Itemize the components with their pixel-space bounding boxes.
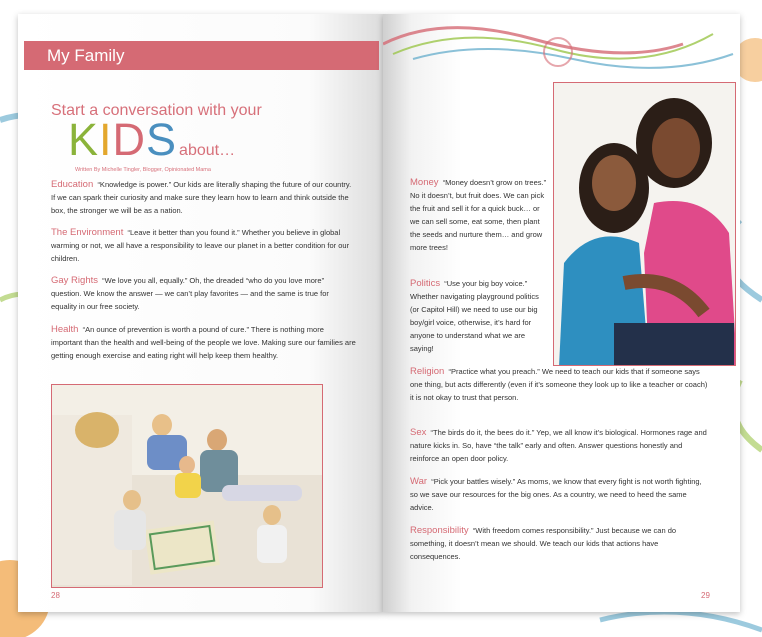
topic-sex xyxy=(410,426,710,465)
topic-keyword: Money xyxy=(410,177,439,188)
topic-text: “Leave it better than you found it.” Whether you believe in global warming or not, we all have a responsibility to leave our planet in a better condition for our children. xyxy=(51,228,350,263)
topic-text: “An ounce of prevention is worth a pound of cure.” There is nothing more important than the health and well-being of the people we love. Making sure our families are getting enough exercise and eating right will help keep them healthy. xyxy=(51,325,356,360)
topic-education xyxy=(51,178,356,217)
section-title-bar: My Family xyxy=(24,41,379,70)
mother-daughter-illustration xyxy=(554,83,736,366)
topic-politics xyxy=(410,277,550,355)
page-number: 28 xyxy=(51,591,60,600)
topic-text: “We love you all, equally.” Oh, the dreaded “who do you love more” question. We know the answer — we can’t play favorites — and the same is true for equality in our free society. xyxy=(51,276,329,311)
topic-keyword: War xyxy=(410,476,428,487)
topic-text: “Pick your battles wisely.” As moms, we know that every fight is not worth fighting, so we save our resources for the big ones. As a country, we need to heed the same advice. xyxy=(410,477,702,512)
topic-keyword: The Environment xyxy=(51,227,124,238)
topic-religion xyxy=(410,365,710,404)
topic-text: “With freedom comes responsibility.” Just because we can do something, it doesn’t mean we should. We teach our kids that actions have consequences. xyxy=(410,526,677,561)
swirl-decoration xyxy=(383,14,740,84)
topic-responsibility xyxy=(410,524,710,563)
topic-text: “The birds do it, the bees do it.” Yep, we all know it’s biological. Hormones rage and nature kicks in. So, have “the talk” early and often. Answer questions honestly and reinforce an open door policy. xyxy=(410,428,707,463)
topic-money xyxy=(410,176,550,254)
mother-daughter-photo xyxy=(553,82,736,366)
kids-letter-k: K xyxy=(68,114,100,165)
topic-text: “Practice what you preach.” We need to teach our kids that if someone says one thing, but acts differently (even if it’s someone they look up to like a teacher or coach) it is not okay to trust that person. xyxy=(410,367,708,402)
page-number: 29 xyxy=(701,591,710,600)
topic-keyword: Religion xyxy=(410,366,445,377)
left-page xyxy=(18,14,383,612)
family-photo xyxy=(51,384,323,588)
heading-about: about… xyxy=(179,142,236,159)
right-page xyxy=(383,14,740,612)
topic-environment xyxy=(51,226,356,265)
topic-text: “Knowledge is power.” Our kids are literally shaping the future of our country. If we can spark their curiosity and make sure they learn how to learn and think outside the box, the stronger we will be as a nation. xyxy=(51,180,352,215)
family-photo-illustration xyxy=(52,385,323,588)
topic-keyword: Responsibility xyxy=(410,525,469,536)
topic-keyword: Health xyxy=(51,324,79,335)
topic-text: “Money doesn’t grow on trees.” No it doesn’t, but fruit does. We can pick the fruit and sell it for a quick buck… or we can sell some, eat some, then plant the seeds and nurture them… and grow more trees! xyxy=(410,178,547,252)
kids-letter-i: I xyxy=(99,114,113,165)
kids-letter-s: S xyxy=(146,114,178,165)
topic-keyword: Politics xyxy=(410,278,441,289)
heading-start: Start a conversation with your xyxy=(51,102,262,119)
topic-text: “Use your big boy voice.” Whether navigating playground politics (or Capitol Hill) we need to use our big boy/girl voice, otherwise, it’s hard for anyone to understand what we are saying! xyxy=(410,279,539,353)
topic-keyword: Gay Rights xyxy=(51,275,98,286)
topic-keyword: Sex xyxy=(410,427,427,438)
kids-letter-d: D xyxy=(112,114,147,165)
topic-gay-rights xyxy=(51,274,356,313)
topic-keyword: Education xyxy=(51,179,94,190)
byline: Written By Michelle Tingler, Blogger, Opinionated Mama xyxy=(75,167,211,173)
heading-kids xyxy=(68,114,235,166)
topic-health xyxy=(51,323,356,362)
topic-war xyxy=(410,475,710,514)
